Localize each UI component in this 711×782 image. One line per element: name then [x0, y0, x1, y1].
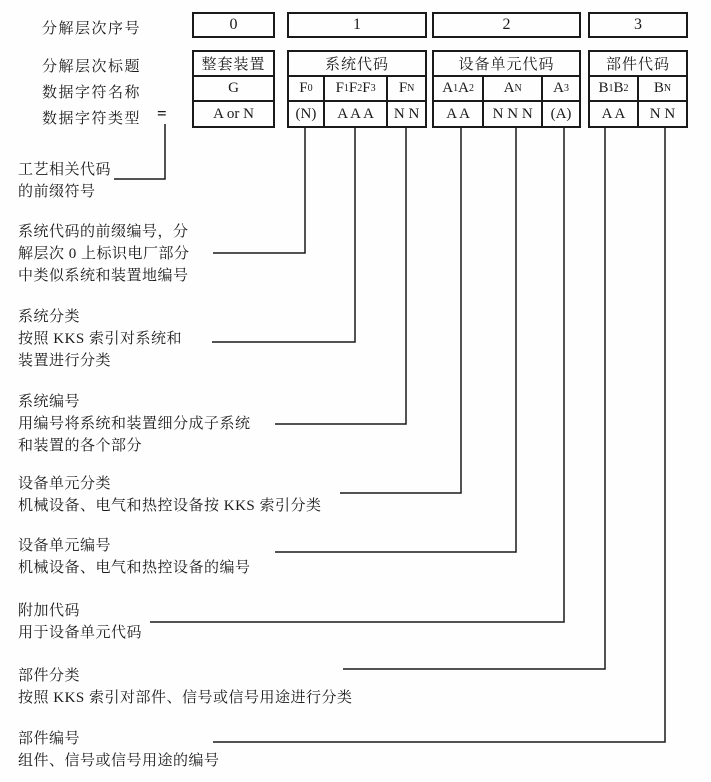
- annotation-line: 系统分类: [18, 309, 81, 325]
- char-type-cell: N N N: [492, 105, 533, 122]
- char-name-cell: G: [194, 77, 273, 102]
- annotation-line: 按照 KKS 索引对部件、信号或信号用途进行分类: [18, 690, 353, 706]
- level-3-title: 部件代码: [590, 52, 686, 77]
- level-3-number-box: [588, 12, 688, 38]
- char-name-cell: F 0: [289, 77, 323, 102]
- level-2-table: [432, 50, 581, 128]
- level-3-col-b1b2: [590, 77, 639, 126]
- annotation-line: 附加代码: [18, 603, 81, 619]
- level-1-table: [287, 50, 427, 128]
- annotation-line: 和装置的各个部分: [18, 438, 143, 454]
- annotation-line: 解层次 0 上标识电厂部分: [18, 246, 190, 262]
- char-name-cell: B N: [639, 77, 686, 102]
- connector-b1b2: [343, 128, 605, 669]
- level-2-col-a3: [543, 77, 579, 126]
- level-0-table: [192, 50, 275, 128]
- connector-bn: [213, 128, 665, 742]
- char-name-cell: A N: [484, 77, 541, 102]
- equals-sign: =: [157, 104, 167, 123]
- char-type-cell: A A: [446, 105, 471, 122]
- annotation-line: 按照 KKS 索引对系统和: [18, 331, 183, 347]
- annotation-process-code-prefix: [18, 159, 111, 203]
- annotation-line: 用编号将系统和装置细分成子系统: [18, 416, 251, 432]
- level-1-title: 系统代码: [289, 52, 425, 77]
- level-1-number: 1: [353, 16, 361, 33]
- level-1-col-f0: [289, 77, 325, 126]
- annotation-system-code-prefix-number: [18, 221, 190, 287]
- level-3-number: 3: [634, 16, 642, 33]
- annotation-line: 的前缀符号: [18, 184, 96, 200]
- level-3-table: [588, 50, 688, 128]
- connector-fn: [275, 128, 406, 424]
- annotation-line: 系统代码的前缀编号，分: [18, 224, 189, 240]
- annotation-equipment-unit-numbering: [18, 535, 251, 579]
- annotation-equipment-unit-classification: [18, 473, 322, 517]
- level-2-col-an: [484, 77, 543, 126]
- level-3-col-bn: [639, 77, 686, 126]
- level-0-col-g: [194, 77, 273, 126]
- level-2-title: 设备单元代码: [434, 52, 579, 77]
- level-1-number-box: [287, 12, 427, 38]
- annotation-system-classification: [18, 306, 182, 372]
- level-0-number-box: [192, 12, 275, 38]
- char-name-cell: A 1 A 2: [434, 77, 482, 102]
- level-1-col-f1f2f3: [325, 77, 388, 126]
- annotation-line: 设备单元编号: [18, 538, 112, 554]
- char-name-cell: B 1 B 2: [590, 77, 637, 102]
- annotation-line: 设备单元分类: [18, 476, 112, 492]
- annotation-line: 机械设备、电气和热控设备的编号: [18, 560, 251, 576]
- annotation-line: 组件、信号或信号用途的编号: [18, 753, 220, 769]
- annotation-component-classification: [18, 665, 353, 709]
- annotation-line: 部件编号: [18, 731, 81, 747]
- annotation-system-numbering: [18, 391, 251, 457]
- annotation-line: 装置进行分类: [18, 353, 112, 369]
- char-type-cell: A or N: [213, 105, 254, 122]
- connector-f0: [213, 128, 305, 253]
- annotation-line: 中类似系统和装置地编号: [18, 268, 189, 284]
- char-type-cell: N N: [393, 105, 420, 122]
- char-name-cell: A 3: [543, 77, 579, 102]
- annotation-additional-code: [18, 600, 142, 644]
- row-label-char-type: 数据字符类型: [42, 111, 142, 127]
- annotation-line: 用于设备单元代码: [18, 625, 143, 641]
- char-name-cell: F 1 F 2 F 3: [325, 77, 386, 102]
- char-type-cell: (N): [295, 105, 317, 122]
- annotation-line: 系统编号: [18, 394, 81, 410]
- connector-a1a2: [340, 128, 461, 493]
- char-type-cell: A A: [601, 105, 626, 122]
- level-2-number: 2: [502, 16, 511, 33]
- level-2-number-box: [432, 12, 581, 38]
- level-0-number: 0: [229, 16, 238, 33]
- char-type-cell: (A): [550, 105, 572, 122]
- char-name-cell: F N: [388, 77, 425, 102]
- row-label-char-name: 数据字符名称: [42, 85, 142, 101]
- annotation-component-numbering: [18, 728, 220, 772]
- row-label-level-title: 分解层次标题: [42, 59, 142, 75]
- annotation-line: 工艺相关代码: [18, 162, 112, 178]
- annotation-line: 部件分类: [18, 668, 81, 684]
- row-label-level-number: 分解层次序号: [42, 21, 142, 37]
- annotation-line: 机械设备、电气和热控设备按 KKS 索引分类: [18, 498, 322, 514]
- level-0-title: 整套装置: [194, 52, 273, 77]
- char-type-cell: A A A: [337, 105, 374, 122]
- level-1-col-fn: [388, 77, 425, 126]
- connector-f1f2f3: [212, 128, 355, 342]
- level-2-col-a1a2: [434, 77, 484, 126]
- connector-equals: [114, 124, 165, 179]
- char-type-cell: N N: [649, 105, 676, 122]
